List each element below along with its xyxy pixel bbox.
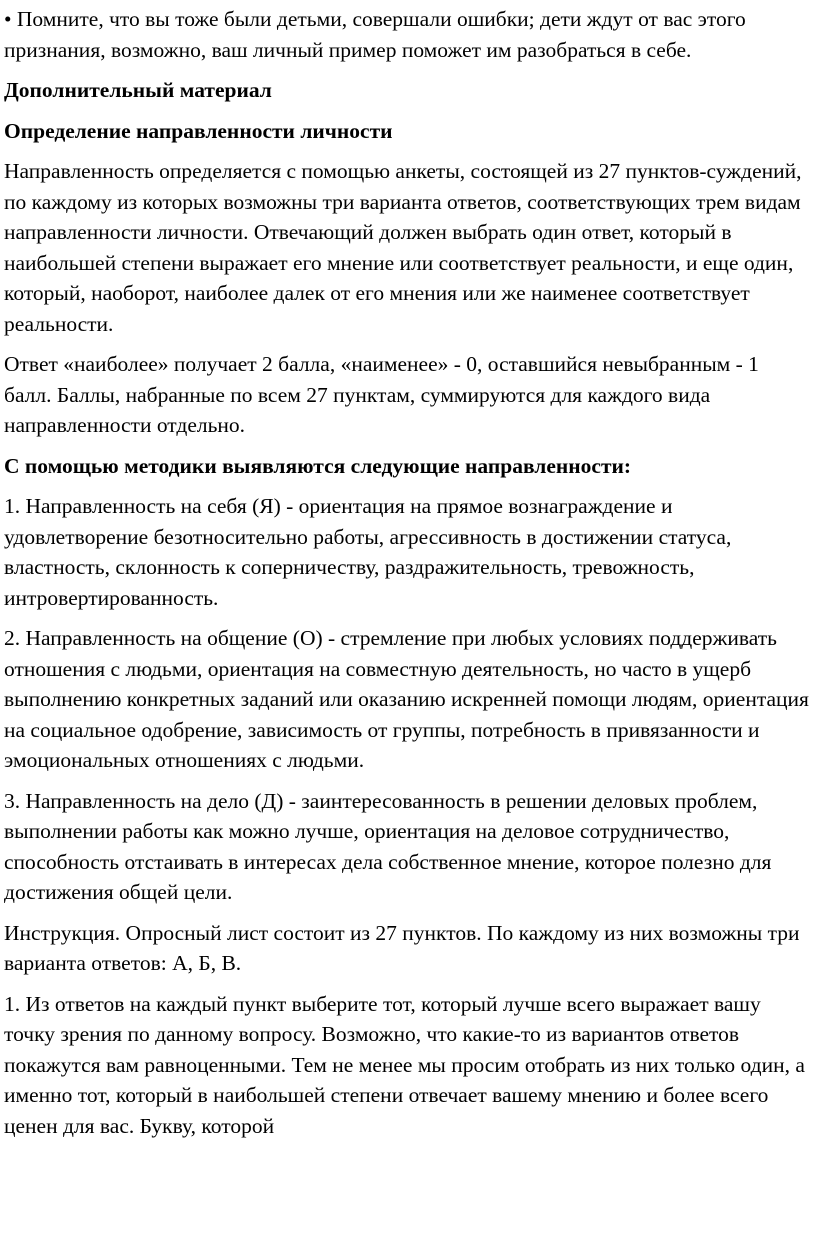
- paragraph-bullet-remember: • Помните, что вы тоже были детьми, совершали ошибки; дети ждут от вас этого признания, возможно, ваш личный пример поможет им разобраться в себе.: [4, 7, 746, 62]
- paragraph-orientation-self: 1. Направленность на себя (Я) - ориентация на прямое вознаграждение и удовлетворение безотносительно работы, агрессивность в достижении статуса, властность, склонность к соперничеству, раздражительность, тревожность, интровертированность.: [4, 494, 732, 610]
- paragraph-orientation-communication: 2. Направленность на общение (О) - стремление при любых условиях поддерживать отношения с людьми, ориентация на совместную деятельность, но часто в ущерб выполнению конкретных заданий или оказанию искренней помощи людям, ориентация на социальное одобрение, зависимость от группы, потребность в привязанности и эмоциональных отношениях с людьми.: [4, 626, 809, 772]
- paragraph-instruction-step-1: 1. Из ответов на каждый пункт выберите тот, который лучше всего выражает вашу точку зрения по данному вопросу. Возможно, что какие-то из вариантов ответов покажутся вам равноценными. Тем не менее мы просим отобрать из них только один, а именно тот, который в наибольшей степени отвечает вашему мнению и более всего ценен для вас. Букву, которой: [4, 991, 805, 1138]
- paragraph-scoring-rules: Ответ «наиболее» получает 2 балла, «наименее» - 0, оставшийся невыбранным - 1 балл. Баллы, набранные по всем 27 пунктам, суммируются для каждого вида направленности отдельно.: [4, 352, 759, 437]
- heading-orientations-detected: С помощью методики выявляются следующие направленности:: [4, 453, 632, 478]
- paragraph-questionnaire-description: Направленность определяется с помощью анкеты, состоящей из 27 пунктов-суждений, по каждому из которых возможны три варианта ответов, соответствующих трем видам направленности личности. Отвечающий должен выбрать один ответ, который в наибольшей степени выражает его мнение или соответствует реальности, и еще один, который, наоборот, наиболее далек от его мнения или же наименее соответствует реальности.: [4, 159, 802, 336]
- heading-additional-material: Дополнительный материал: [4, 78, 272, 102]
- paragraph-instruction: Инструкция. Опросный лист состоит из 27 пунктов. По каждому из них возможны три варианта ответов: А, Б, В.: [4, 920, 800, 975]
- paragraph-orientation-task: 3. Направленность на дело (Д) - заинтересованность в решении деловых проблем, выполнении работы как можно лучше, ориентация на деловое сотрудничество, способность отстаивать в интересах дела собственное мнение, которое полезно для достижения общей цели.: [4, 788, 772, 904]
- heading-personality-orientation: Определение направленности личности: [4, 118, 393, 143]
